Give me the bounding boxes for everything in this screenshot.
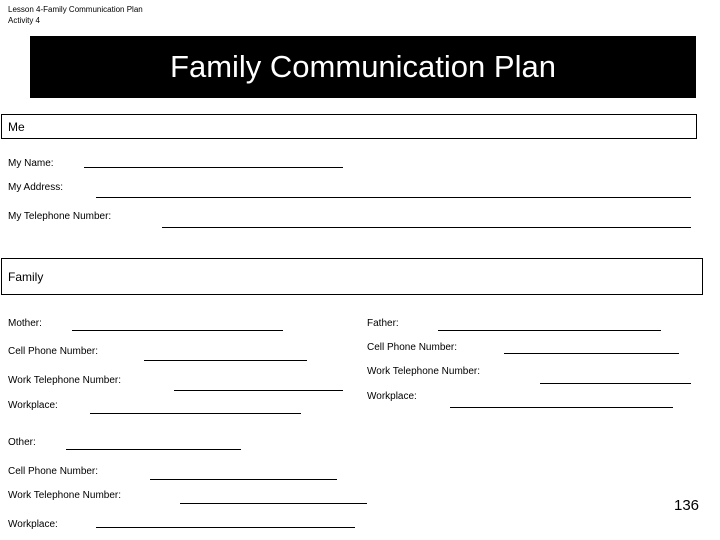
- other-workplace-label: Workplace:: [8, 519, 58, 530]
- other-cell-field[interactable]: [150, 479, 337, 480]
- mother-name-field[interactable]: [72, 330, 283, 331]
- father-cell-field[interactable]: [504, 353, 679, 354]
- my-telephone-label: My Telephone Number:: [8, 211, 112, 222]
- father-workplace-field[interactable]: [450, 407, 673, 408]
- section-family-label: Family: [8, 269, 44, 284]
- father-name-field[interactable]: [438, 330, 661, 331]
- mother-work-field[interactable]: [174, 390, 343, 391]
- my-address-field[interactable]: [96, 197, 691, 198]
- father-cell-label: Cell Phone Number:: [367, 342, 458, 353]
- my-name-field[interactable]: [84, 167, 343, 168]
- father-work-field[interactable]: [540, 383, 691, 384]
- other-work-field[interactable]: [180, 503, 367, 504]
- lesson-header: Lesson 4-Family Communication Plan: [8, 5, 143, 14]
- father-workplace-label: Workplace:: [367, 391, 417, 402]
- activity-header: Activity 4: [8, 16, 41, 25]
- mother-cell-field[interactable]: [144, 360, 307, 361]
- my-address-label: My Address:: [8, 182, 64, 193]
- other-work-label: Work Telephone Number:: [8, 490, 122, 501]
- other-label: Other:: [8, 437, 36, 448]
- other-cell-label: Cell Phone Number:: [8, 466, 99, 477]
- mother-workplace-field[interactable]: [90, 413, 301, 414]
- other-name-field[interactable]: [66, 449, 241, 450]
- title-banner: [30, 36, 696, 98]
- mother-workplace-label: Workplace:: [8, 400, 58, 411]
- section-me: [1, 114, 697, 139]
- mother-work-label: Work Telephone Number:: [8, 375, 122, 386]
- other-workplace-field[interactable]: [96, 527, 355, 528]
- father-work-label: Work Telephone Number:: [367, 366, 481, 377]
- page-title: Family Communication Plan: [170, 49, 556, 84]
- section-me-label: Me: [8, 119, 25, 134]
- mother-cell-label: Cell Phone Number:: [8, 346, 99, 357]
- section-family: [1, 258, 703, 295]
- my-telephone-field[interactable]: [162, 227, 691, 228]
- father-label: Father:: [367, 318, 399, 329]
- my-name-label: My Name:: [8, 158, 54, 169]
- mother-label: Mother:: [8, 318, 42, 329]
- page-number: 136: [674, 497, 700, 514]
